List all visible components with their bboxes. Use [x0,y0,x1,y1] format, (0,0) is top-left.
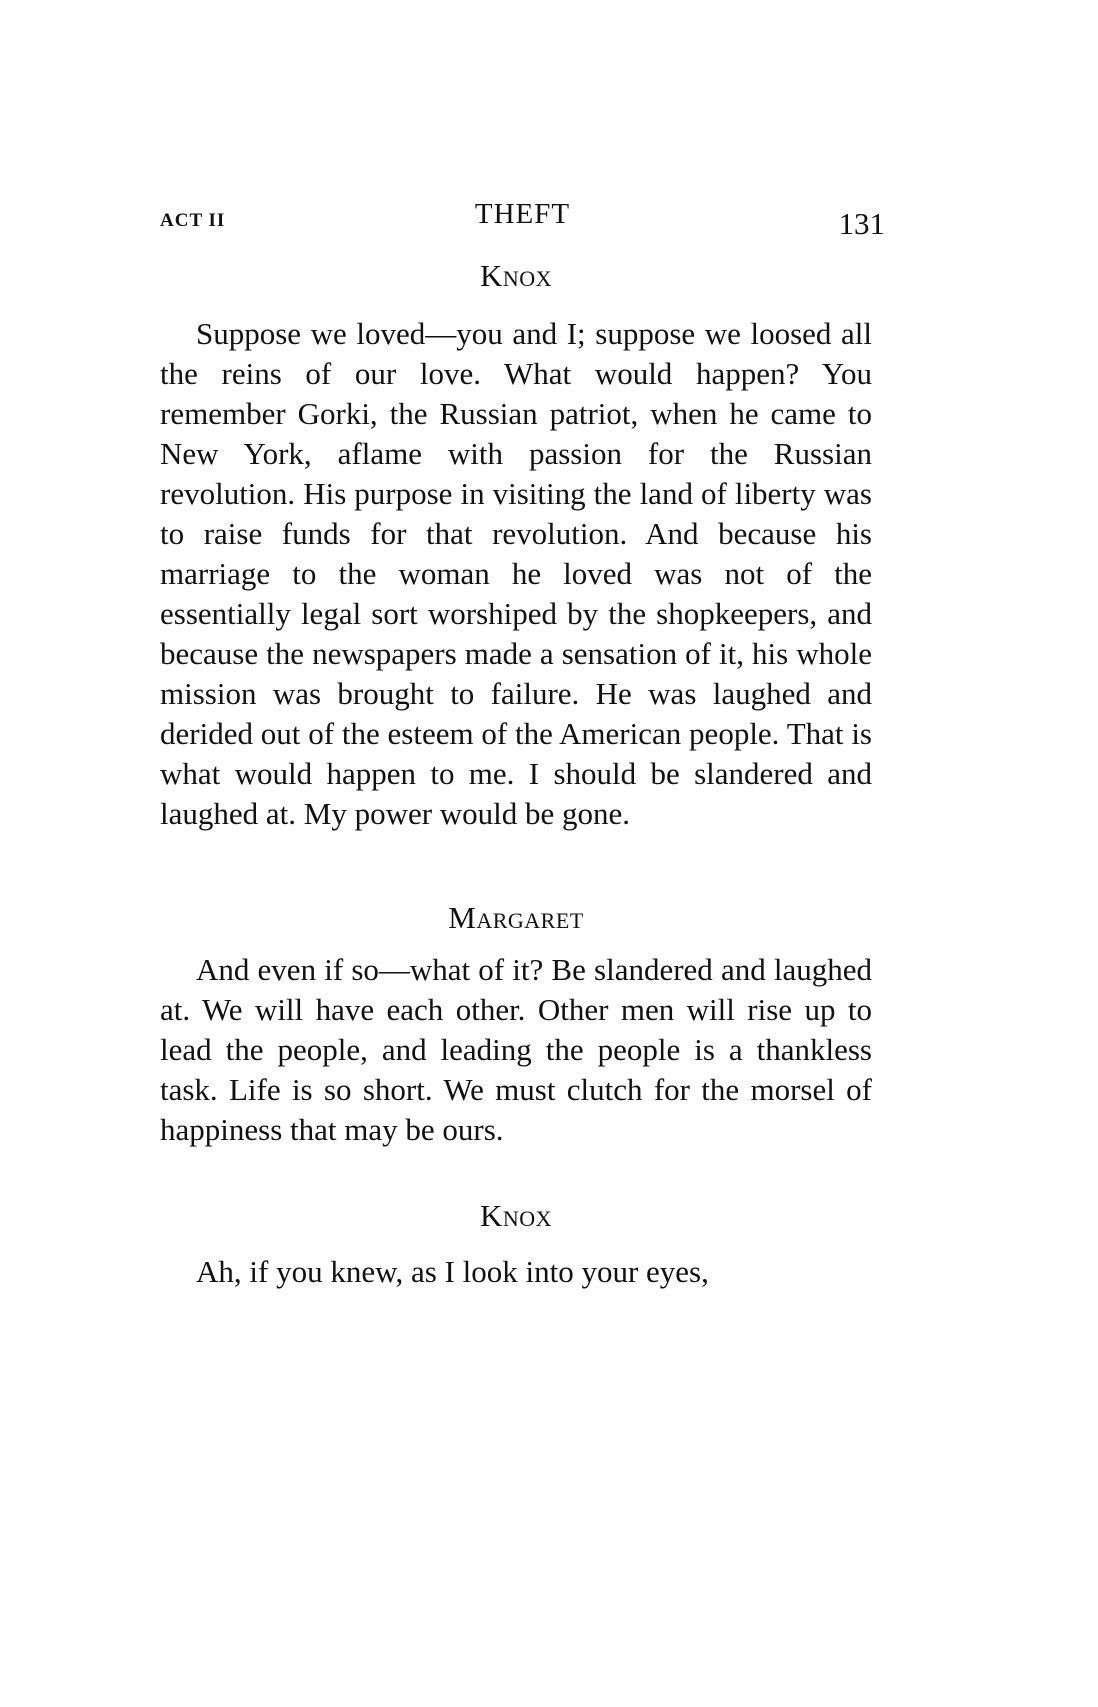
speaker-name-margaret: Margaret [448,900,584,935]
running-head [160,198,885,241]
act-label: ACT II [160,210,226,231]
page-number: 131 [838,206,885,241]
speech-margaret: And even if so—what of it? Be slandered and laughed at. We will have each other. Other men will rise up to lead the people, and leading the people is a thankless task. Life is so short. We must clutch for the morsel of happiness that may be ours. [160,952,872,1147]
speaker-name-knox: Knox [479,258,553,293]
play-title: THEFT [474,198,571,230]
speech-knox-2: Ah, if you knew, as I look into your eyes, [196,1254,709,1289]
speaker-name-knox-2: Knox [479,1198,553,1233]
speech-knox: Suppose we loved—you and I; suppose we loosed all the reins of our love. What would happen? You remember Gorki, the Russian patriot, when he came to New York, aflame with passion for the Russian revolution. His purpose in visiting the land of liberty was to raise funds for that revolution. And because his marriage to the woman he loved was not of the essentially legal sort worshiped by the shopkeepers, and because the newspapers made a sensation of it, his whole mission was brought to failure. He was laughed and derided out of the esteem of the American people. That is what would happen to me. I should be slandered and laughed at. My power would be gone. [160,316,872,831]
